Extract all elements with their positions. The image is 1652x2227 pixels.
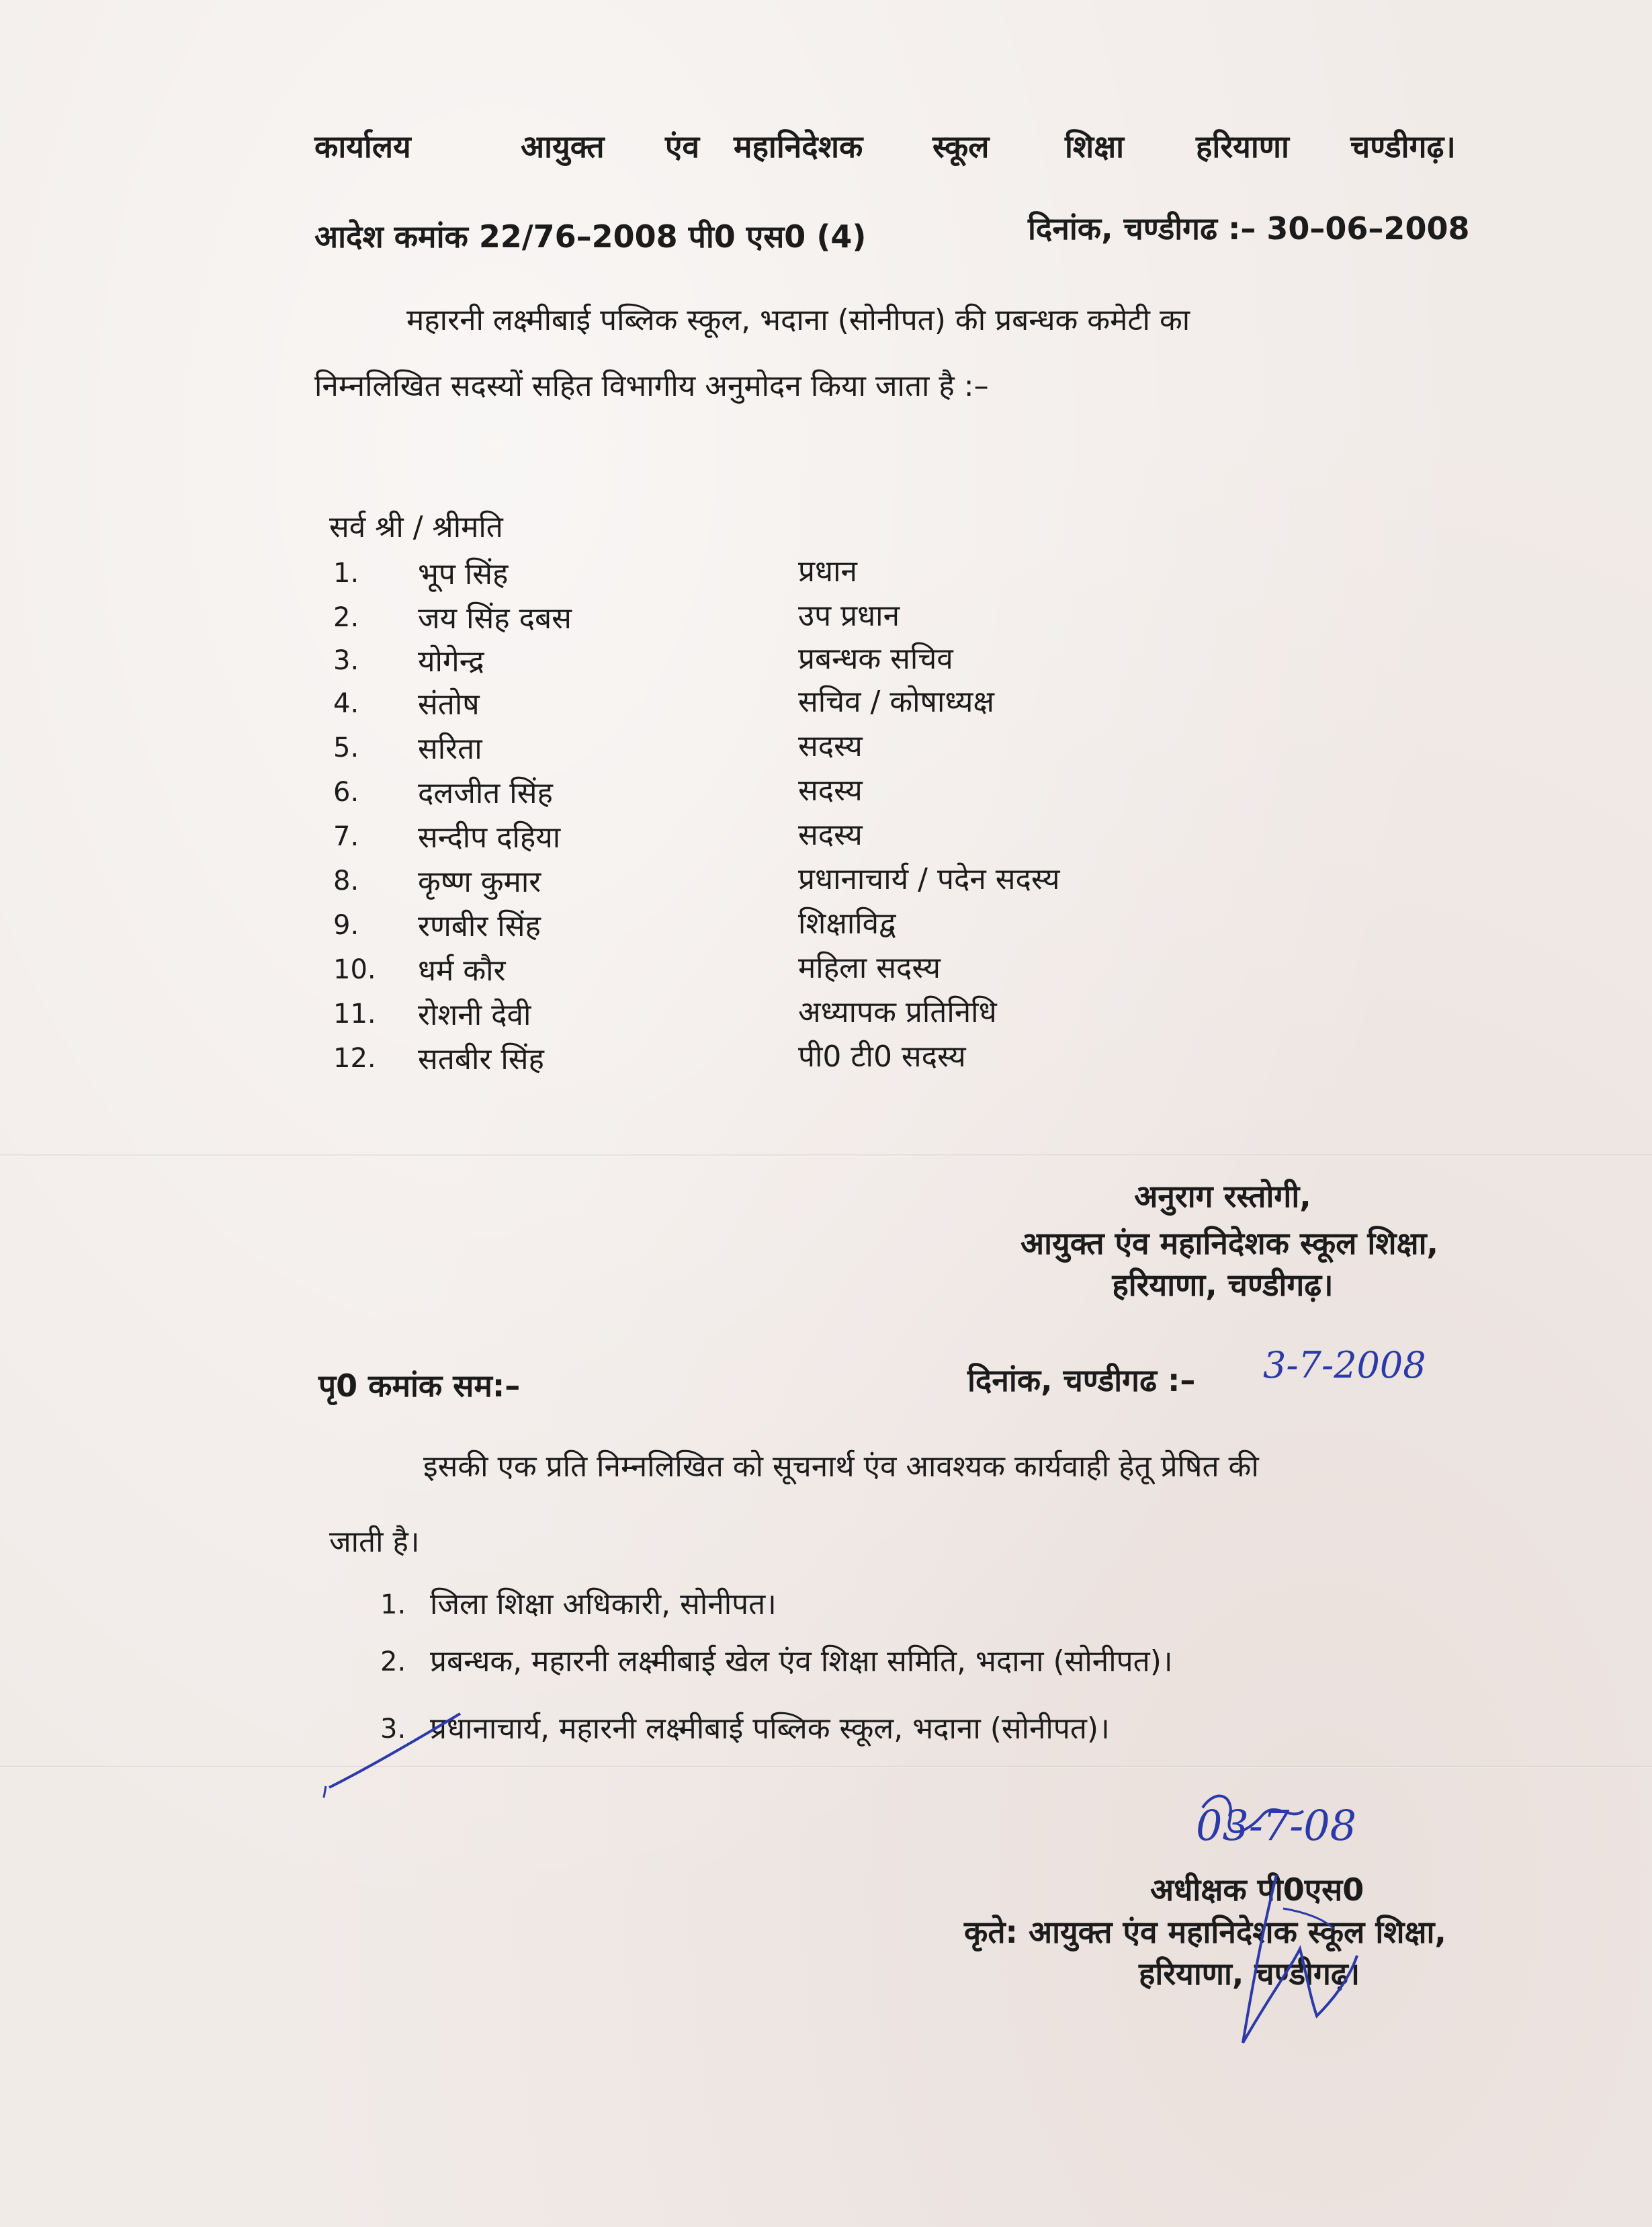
- member-number: 12.: [333, 1043, 376, 1074]
- order-number: आदेश कमांक 22/76–2008 पी0 एस0 (4): [314, 218, 867, 255]
- endorsement-date-label: दिनांक, चण्डीगढ :–: [967, 1362, 1196, 1398]
- member-number: 6.: [333, 777, 359, 808]
- intro-line: निम्नलिखित सदस्यों सहित विभागीय अनुमोदन किया जाता है :–: [314, 369, 989, 403]
- member-number: 1.: [333, 558, 359, 589]
- member-number: 9.: [333, 910, 359, 941]
- signatory-place: हरियाणा, चण्डीगढ़।: [1112, 1267, 1334, 1303]
- endorsement-para-line: इसकी एक प्रति निम्नलिखित को सूचनार्थ एंव आवश्यक कार्यवाही हेतू प्रेषित की: [423, 1449, 1259, 1484]
- member-name: धर्म कौर: [418, 954, 506, 988]
- member-role: पी0 टी0 सदस्य: [798, 1040, 966, 1074]
- header-word: स्कूल: [932, 128, 990, 165]
- endorsement-para-line: जाती है।: [329, 1525, 420, 1559]
- copy-number: 3.: [380, 1714, 406, 1745]
- member-role: शिक्षाविद्व: [798, 907, 896, 941]
- member-role: उप प्रधान: [798, 599, 900, 633]
- member-number: 8.: [333, 866, 359, 896]
- handwritten-date: 3-7-2008: [1263, 1344, 1426, 1386]
- footer-place: हरियाणा, चण्डीगढ़।: [1139, 1956, 1360, 1992]
- header-word: एंव: [665, 128, 700, 165]
- member-number: 3.: [333, 645, 359, 676]
- member-name: भूप सिंह: [418, 557, 509, 591]
- member-number: 4.: [333, 688, 359, 719]
- header-word: आयुक्त: [521, 128, 605, 165]
- member-name: सन्दीप दहिया: [418, 821, 561, 855]
- handwritten-note: 03-7-08: [1196, 1801, 1357, 1850]
- header-word: महानिदेशक: [734, 128, 863, 165]
- member-name: रोशनी देवी: [418, 998, 531, 1032]
- member-role: प्रधानाचार्य / पदेन सदस्य: [798, 862, 1060, 896]
- officer-title: अधीक्षक पी0एस0: [1150, 1872, 1364, 1908]
- intro-line: महारनी लक्ष्मीबाई पब्लिक स्कूल, भदाना (सोनीपत) की प्रबन्धक कमेटी का: [406, 303, 1190, 337]
- member-role: सदस्य: [798, 773, 863, 808]
- member-number: 5.: [333, 732, 359, 763]
- paper-fold-line: [0, 1154, 1652, 1157]
- signatory-name: अनुराग रस्तोगी,: [1134, 1178, 1311, 1214]
- signatory-designation: आयुक्त एंव महानिदेशक स्कूल शिक्षा,: [1020, 1225, 1438, 1261]
- member-name: जय सिंह दबस: [418, 601, 572, 636]
- member-name: सरिता: [418, 732, 482, 766]
- member-number: 7.: [333, 821, 359, 852]
- paper-fold-line: [0, 1766, 1652, 1768]
- member-number: 2.: [333, 602, 359, 633]
- member-name: सतबीर सिंह: [418, 1042, 544, 1077]
- member-number: 11.: [333, 999, 376, 1030]
- member-role: सदस्य: [798, 729, 863, 763]
- header-word: हरियाणा: [1196, 128, 1289, 165]
- member-role: सदस्य: [798, 818, 863, 852]
- header-word: चण्डीगढ़।: [1350, 128, 1456, 165]
- member-name: रणबीर सिंह: [418, 909, 541, 943]
- member-number: 10.: [333, 954, 376, 985]
- member-role: सचिव / कोषाध्यक्ष: [798, 685, 994, 719]
- endorsement-ref: पृ0 कमांक सम:–: [318, 1368, 521, 1404]
- member-name: कृष्ण कुमार: [418, 865, 541, 899]
- members-heading: सर्व श्री / श्रीमति: [329, 510, 503, 544]
- member-name: संतोष: [418, 687, 480, 722]
- member-role: प्रधान: [798, 554, 857, 589]
- order-date: दिनांक, चण्डीगढ :– 30–06–2008: [1028, 210, 1470, 247]
- member-role: महिला सदस्य: [798, 951, 941, 985]
- copy-number: 1.: [380, 1589, 406, 1620]
- member-role: अध्यापक प्रतिनिधि: [798, 995, 997, 1030]
- handwritten-signature: [1189, 1774, 1538, 2056]
- member-name: दलजीत सिंह: [418, 776, 553, 810]
- office-label: कार्यालय: [314, 128, 411, 165]
- copy-recipient: जिला शिक्षा अधिकारी, सोनीपत।: [430, 1587, 777, 1622]
- member-name: योगेन्द्र: [418, 644, 484, 679]
- copy-recipient: प्रबन्धक, महारनी लक्ष्मीबाई खेल एंव शिक्षा समिति, भदाना (सोनीपत)।: [430, 1644, 1173, 1679]
- copy-recipient: प्रधानाचार्य, महारनी लक्ष्मीबाई पब्लिक स्कूल, भदाना (सोनीपत)।: [430, 1712, 1110, 1746]
- pen-tick-mark: [322, 1707, 470, 1801]
- header-word: शिक्षा: [1065, 128, 1125, 165]
- on-behalf-line: कृते: आयुक्त एंव महानिदेशक स्कूल शिक्षा,: [964, 1914, 1446, 1950]
- copy-number: 2.: [380, 1646, 406, 1677]
- member-role: प्रबन्धक सचिव: [798, 642, 953, 676]
